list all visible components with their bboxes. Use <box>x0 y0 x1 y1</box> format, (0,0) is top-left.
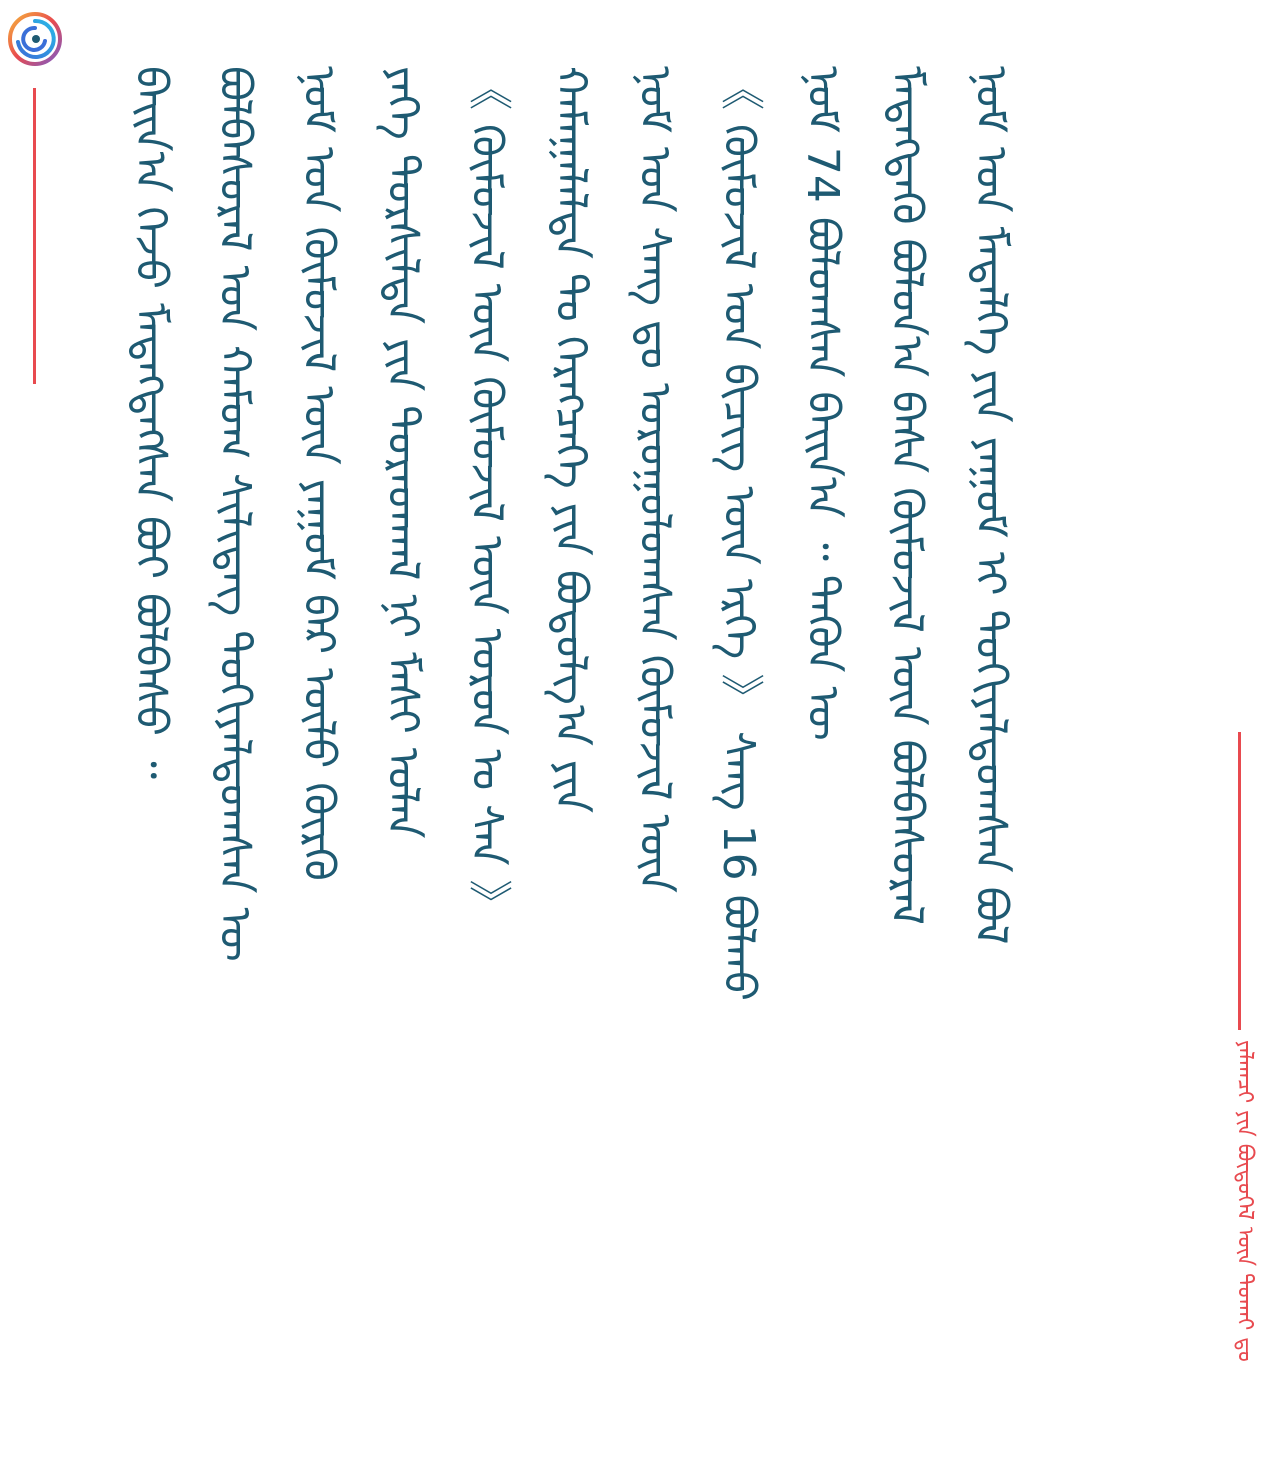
body-line: ᠨᠣᠮ ᠤᠨ ᠰᠠᠩ ᠳᠤ ᠣᠷᠣᠭᠤᠯᠤᠭᠰᠠᠨ ᠬᠦᠮᠦᠵᠢᠯ ᠦᠨ <box>629 66 680 893</box>
page-header-title: ᠶᠠᠯᠠᠭᠴᠢ ᠶᠢᠨ ᠪᠦᠲᠦᠭᠡᠯ ᠦᠨ ᠲᠤᠬᠠᠢ ᠳᠤ <box>1232 1040 1257 1362</box>
body-line: ᠨᠣᠮ 74 ᠪᠣᠯᠤᠭᠰᠠᠨ ᠪᠠᠢᠨ᠎ᠠ ᠃ ᠲᠡᠭᠦᠨ ᠦ <box>797 66 848 741</box>
body-line: ᠶᠡᠬᠡ ᠲᠤᠷᠰᠢᠯᠲᠠ ᠶᠢᠨ ᠳᠤᠷᠠᠳᠬᠠᠯ ᠨᠢ ᠮᠠᠰᠢ ᠣᠯᠠᠨ <box>377 66 428 839</box>
body-line: ᠬᠠᠮᠠᠭᠠᠯᠠᠯᠲᠠ ᠲᠤ ᠬᠡᠷᠡᠭᠴᠡᠭᠡ ᠶᠢᠨ ᠪᠣᠳᠤᠯᠭ᠎ᠠ ᠶᠢᠨ <box>545 66 596 814</box>
body-text-column <box>108 66 1200 1406</box>
spiral-logo-icon <box>8 12 62 66</box>
left-divider-line <box>33 88 36 384</box>
body-line: ᠨᠣᠮ ᠤᠨ ᠮᠡᠳᠡᠯᠭᠡ ᠶᠢᠨ ᠶᠠᠭᠤᠮ ᠢ ᠲᠣᠬᠢᠶᠠᠯᠳᠤᠭᠰᠠᠨ ᠪᠤᠯ <box>965 66 1016 945</box>
body-line: 《 ᠬᠦᠮᠦᠵᠢᠯ ᠤᠨ ᠪᠢᠴᠢᠭ ᠦᠨ ᠡᠷᠬᠡ 》 ᠰᠠᠩ 16 ᠪᠣᠯᠬᠣ <box>713 66 764 1002</box>
body-line: 《 ᠬᠦᠮᠦᠵᠢᠯ ᠦᠨ ᠬᠦᠮᠦᠵᠢᠯ ᠦᠨ ᠣᠷᠣᠨ ᠤ ᠰᠠᠨ 》 <box>461 66 512 924</box>
body-line: ᠨᠣᠮ ᠤᠨ ᠬᠦᠮᠦᠵᠢᠯ ᠦᠨ ᠶᠠᠭᠤᠮ ᠪᠠᠷ ᠦᠯᠦ ᠬᠦᠷᠬᠦ <box>293 66 344 881</box>
body-line: ᠮᠡᠳᠡᠭᠳᠡᠬᠦ ᠪᠣᠯᠤᠨ᠎ᠠ ᠪᠠᠰᠠ ᠬᠦᠮᠦᠵᠢᠯ ᠦᠨ ᠪᠣᠯᠪᠠᠰᠤᠷᠠᠯ <box>881 66 932 925</box>
right-divider-line <box>1238 732 1241 1030</box>
body-line: ᠪᠣᠯᠪᠠᠰᠤᠷᠠᠯ ᠤᠨ ᠬᠠᠮᠤᠭ ᠰᠢᠯᠢᠳᠡᠭ ᠲᠣᠬᠢᠶᠠᠯᠳᠤᠭᠰᠠᠨ ᠦ <box>209 66 260 962</box>
body-line: ᠪᠠᠢᠨ᠎ᠠ ᠭᠡᠵᠦ ᠮᠡᠳᠡᠭᠳᠡᠭᠰᠡᠨ ᠪᠤᠢ ᠪᠣᠯᠪᠠᠰᠤ ᠃ <box>125 66 176 779</box>
